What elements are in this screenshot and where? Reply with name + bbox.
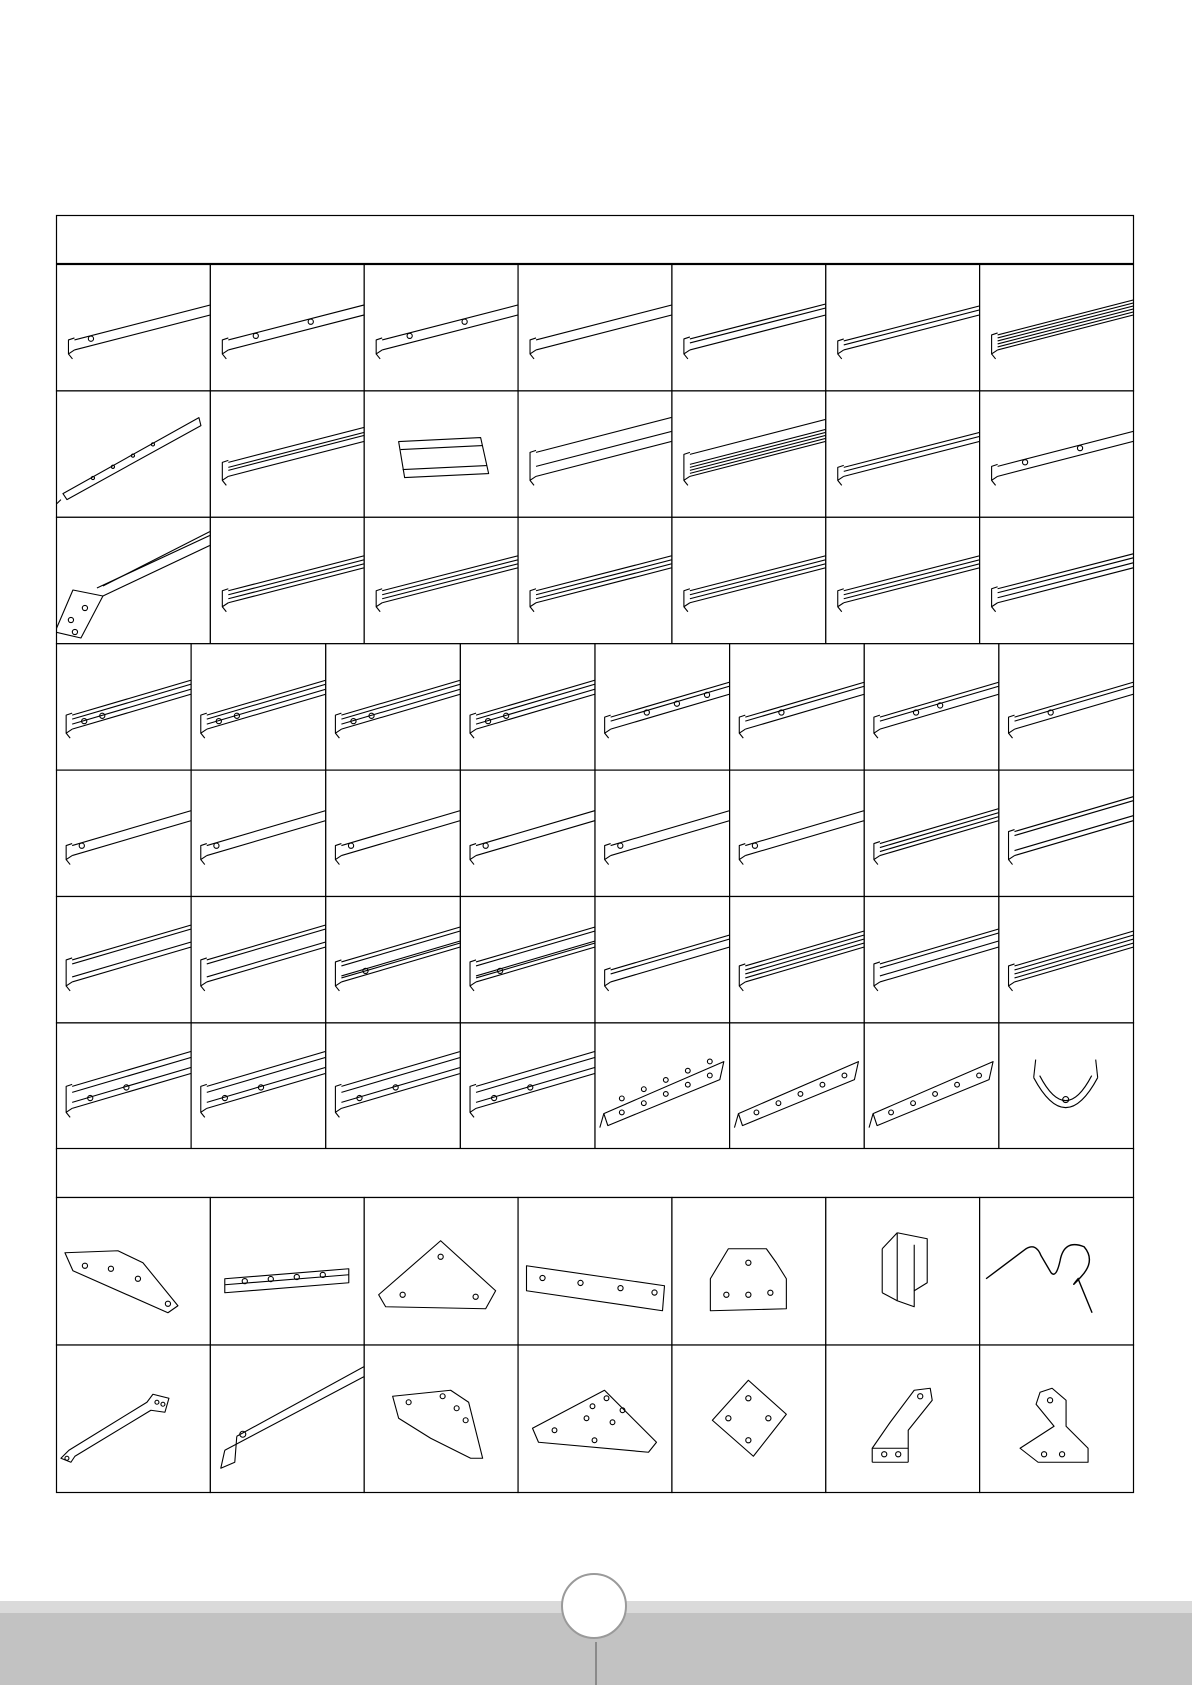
part-cell (460, 1023, 596, 1149)
part-cell (191, 897, 327, 1023)
part-cell (57, 1023, 193, 1149)
part-cell (999, 770, 1135, 896)
part-cell (57, 391, 211, 517)
part-cell (730, 770, 866, 896)
profiles-grid (55, 265, 1135, 1150)
section-profiles-title-bar (57, 216, 1134, 264)
part-cell (672, 391, 827, 517)
part-cell (864, 1023, 999, 1149)
part-cell (999, 1023, 1134, 1149)
part-cell (864, 897, 1000, 1023)
page-number-badge (561, 1573, 627, 1639)
part-cell (595, 897, 731, 1023)
part-cell (191, 1023, 327, 1149)
part-cell (326, 897, 462, 1023)
part-cell (730, 644, 866, 770)
part-cell (518, 1345, 672, 1493)
part-cell (518, 391, 673, 517)
part-cell (326, 644, 462, 770)
part-cell (364, 265, 519, 391)
part-cell (364, 1345, 518, 1493)
part-cell (730, 897, 866, 1023)
part-cell (364, 391, 518, 517)
part-cell (595, 644, 731, 770)
part-cell (57, 265, 212, 391)
part-cell (57, 897, 193, 1023)
part-cell (57, 1345, 211, 1493)
part-cell (191, 644, 327, 770)
part-cell (210, 517, 365, 643)
part-cell (999, 644, 1135, 770)
part-cell (57, 1198, 211, 1346)
part-cell (460, 644, 596, 770)
part-cell (518, 1198, 672, 1346)
part-cell (364, 517, 519, 643)
part-cell (672, 517, 827, 643)
part-cell (191, 770, 327, 896)
part-cell (55, 517, 213, 643)
part-cell (364, 1198, 518, 1346)
part-cell (672, 265, 827, 391)
part-cell (980, 1198, 1134, 1346)
part-cell (57, 644, 193, 770)
part-cell (826, 1198, 980, 1346)
section-fittings-title-bar (57, 1149, 1134, 1198)
part-cell (460, 770, 596, 896)
part-cell (460, 897, 596, 1023)
part-cell (980, 1345, 1134, 1493)
part-cell (826, 517, 981, 643)
part-cell (826, 265, 981, 391)
part-cell (518, 265, 673, 391)
part-cell (672, 1198, 826, 1346)
part-cell (730, 1023, 865, 1149)
part-cell (980, 265, 1135, 391)
part-cell (864, 644, 1000, 770)
part-cell (826, 391, 981, 517)
part-cell (326, 1023, 462, 1149)
part-cell (672, 1345, 826, 1493)
part-cell (326, 770, 462, 896)
part-cell (210, 1345, 364, 1493)
part-cell (210, 265, 365, 391)
part-cell (57, 770, 193, 896)
part-cell (980, 517, 1135, 643)
part-cell (210, 1198, 364, 1346)
part-cell (980, 391, 1135, 517)
part-cell (210, 391, 365, 517)
part-cell (999, 897, 1135, 1023)
part-cell (595, 1023, 730, 1149)
footer-divider (595, 1642, 597, 1685)
fittings-grid (57, 1198, 1134, 1493)
part-cell (595, 770, 731, 896)
part-cell (518, 517, 673, 643)
part-cell (826, 1345, 980, 1493)
part-cell (864, 770, 1000, 896)
